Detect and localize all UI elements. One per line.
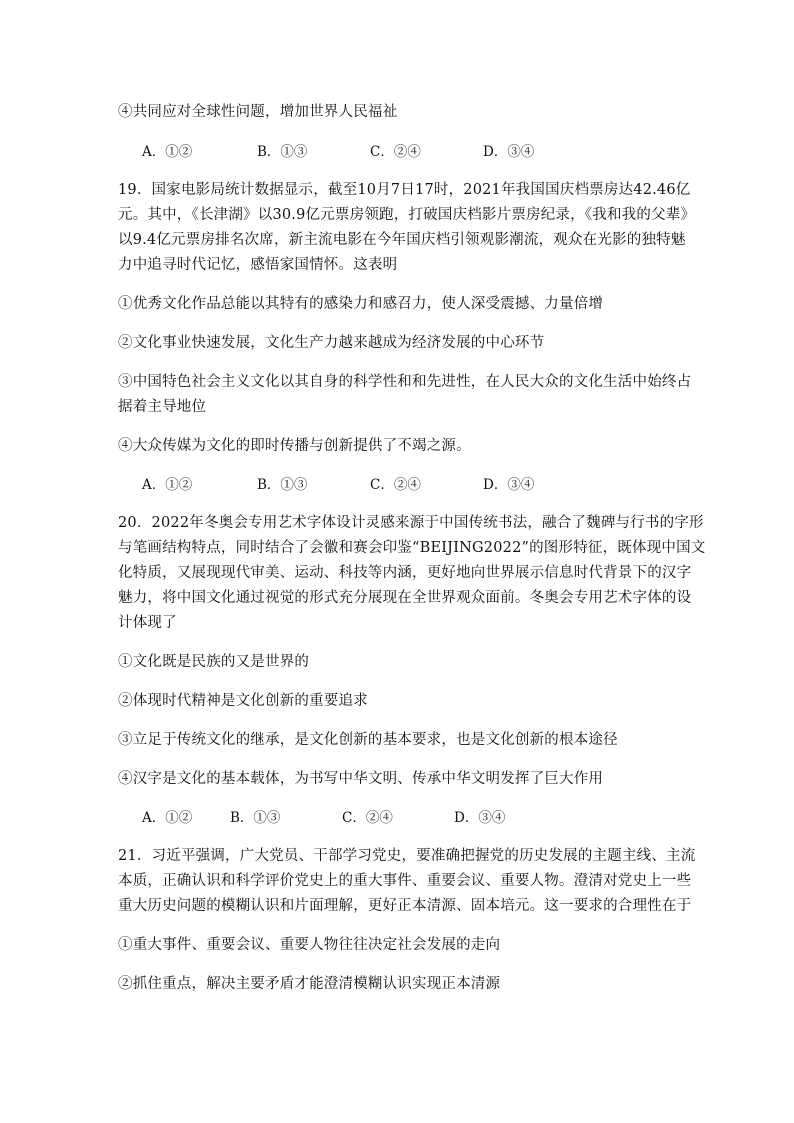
q19-option-2: ②文化事业快速发展，文化生产力越来越成为经济发展的中心环节 bbox=[118, 335, 545, 351]
q19-stem-line-2: 元。其中，《长津湖》以30.9亿元票房领跑，打破国庆档影片票房纪录，《我和我的父辈》 bbox=[118, 207, 696, 223]
answer-c: C．②④ bbox=[342, 810, 393, 826]
answer-a: A．①② bbox=[142, 144, 193, 160]
answer-b: B．①③ bbox=[230, 810, 281, 826]
q19-option-3-line-2: 据着主导地位 bbox=[118, 399, 207, 415]
q20-option-2: ②体现时代精神是文化创新的重要追求 bbox=[118, 693, 368, 709]
answer-c: C．②④ bbox=[370, 144, 421, 160]
q19-stem-line-4: 力中追寻时代记忆，感悟家国情怀。这表明 bbox=[118, 257, 398, 273]
answer-b: B．①③ bbox=[257, 477, 308, 493]
q20-stem-line-1: 20．2022年冬奥会专用艺术字体设计灵感来源于中国传统书法，融合了魏碑与行书的字形 bbox=[118, 515, 704, 531]
q21-option-1: ①重大事件、重要会议、重要人物往往决定社会发展的走向 bbox=[118, 937, 501, 953]
q19-option-4: ④大众传媒为文化的即时传播与创新提供了不竭之源。 bbox=[118, 438, 471, 454]
answer-d: D．③④ bbox=[483, 144, 535, 160]
answer-a: A．①② bbox=[142, 477, 193, 493]
q20-stem-line-5: 计体现了 bbox=[118, 615, 177, 631]
q19-option-3-line-1: ③中国特色社会主义文化以其自身的科学性和和先进性，在人民大众的文化生活中始终占 bbox=[118, 374, 692, 390]
q21-stem-line-3: 重大历史问题的模糊认识和片面理解，更好正本清源、固本培元。这一要求的合理性在于 bbox=[118, 898, 692, 914]
answer-d: D．③④ bbox=[483, 477, 535, 493]
q20-stem-line-4: 魅力，将中国文化通过视觉的形式充分展现在全世界观众面前。冬奥会专用艺术字体的设 bbox=[118, 590, 692, 606]
q20-option-3: ③立足于传统文化的继承，是文化创新的基本要求，也是文化创新的根本途径 bbox=[118, 732, 618, 748]
q20-stem-line-2: 与笔画结构特点，同时结合了会徽和赛会印鉴“BEIJING2022”的图形特征，既体现中国文 bbox=[118, 540, 706, 556]
answer-a: A．①② bbox=[142, 810, 193, 826]
prev-option-4: ④共同应对全球性问题，增加世界人民福祉 bbox=[118, 104, 398, 120]
q19-stem-line-3: 以9.4亿元票房排名次席，新主流电影在今年国庆档引领观影潮流，观众在光影的独特魅 bbox=[118, 232, 686, 248]
q21-option-2: ②抓住重点，解决主要矛盾才能澄清模糊认识实现正本清源 bbox=[118, 976, 501, 992]
q21-stem-line-1: 21．习近平强调，广大党员、干部学习党史，要准确把握党的历史发展的主题主线、主流 bbox=[118, 848, 696, 864]
q21-stem-line-2: 本质，正确认识和科学评价党史上的重大事件、重要会议、重要人物。澄清对党史上一些 bbox=[118, 873, 692, 889]
q20-option-4: ④汉字是文化的基本载体，为书写中华文明、传承中华文明发挥了巨大作用 bbox=[118, 771, 604, 787]
q19-option-1: ①优秀文化作品总能以其特有的感染力和感召力，使人深受震撼、力量倍增 bbox=[118, 296, 604, 312]
answer-b: B．①③ bbox=[257, 144, 308, 160]
q19-stem-line-1: 19．国家电影局统计数据显示，截至10月7日17时，2021年我国国庆档票房达42.46亿 bbox=[118, 182, 691, 198]
answer-d: D．③④ bbox=[454, 810, 506, 826]
answer-c: C．②④ bbox=[370, 477, 421, 493]
q20-stem-line-3: 化特质，又展现现代审美、运动、科技等内涵，更好地向世界展示信息时代背景下的汉字 bbox=[118, 565, 692, 581]
q20-option-1: ①文化既是民族的又是世界的 bbox=[118, 654, 310, 670]
